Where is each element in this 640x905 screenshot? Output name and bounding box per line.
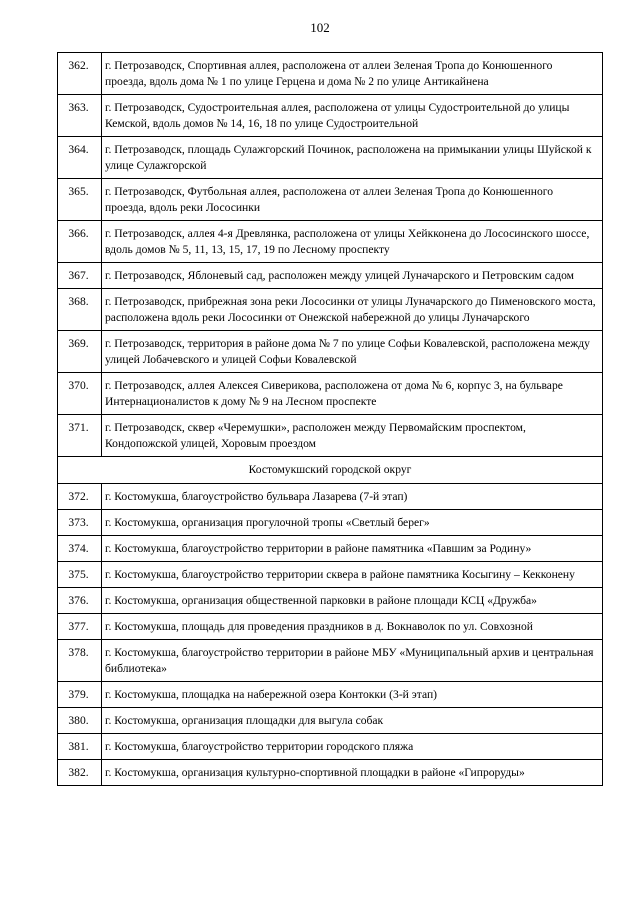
table-row bbox=[58, 640, 603, 682]
table-row bbox=[58, 415, 603, 457]
row-description: г. Петрозаводск, аллея Алексея Сиверикова, расположена от дома № 6, корпус 3, на бульваре Интернационалистов к дому № 9 на Лесном проспекте bbox=[102, 373, 603, 415]
row-number: 373. bbox=[58, 510, 102, 536]
table-row bbox=[58, 682, 603, 708]
row-description: г. Костомукша, площадь для проведения праздников в д. Вокнаволок по ул. Совхозной bbox=[102, 614, 603, 640]
row-number: 370. bbox=[58, 373, 102, 415]
row-description: г. Костомукша, организация прогулочной тропы «Светлый берег» bbox=[102, 510, 603, 536]
row-description: г. Петрозаводск, Судостроительная аллея, расположена от улицы Судостроительной до улицы Кемской, вдоль домов № 14, 16, 18 по улице Судостроительной bbox=[102, 95, 603, 137]
row-number: 363. bbox=[58, 95, 102, 137]
table-row bbox=[58, 562, 603, 588]
table-row bbox=[58, 221, 603, 263]
section-header-row bbox=[58, 457, 603, 484]
table-row bbox=[58, 760, 603, 786]
table-row bbox=[58, 734, 603, 760]
row-description: г. Петрозаводск, аллея 4-я Древлянка, расположена от улицы Хейкконена до Лососинского шоссе, вдоль домов № 5, 11, 13, 15, 17, 19 по Лесному проспекту bbox=[102, 221, 603, 263]
table-row bbox=[58, 263, 603, 289]
table-row bbox=[58, 484, 603, 510]
table-row bbox=[58, 588, 603, 614]
row-number: 372. bbox=[58, 484, 102, 510]
row-number: 371. bbox=[58, 415, 102, 457]
row-number: 379. bbox=[58, 682, 102, 708]
row-description: г. Петрозаводск, прибрежная зона реки Лососинки от улицы Луначарского до Пименовского моста, расположена вдоль реки Лососинки от Онежской набережной до улицы Луначарского bbox=[102, 289, 603, 331]
section-title: Костомукшский городской округ bbox=[58, 457, 603, 484]
row-number: 362. bbox=[58, 53, 102, 95]
row-number: 364. bbox=[58, 137, 102, 179]
row-description: г. Костомукша, организация площадки для выгула собак bbox=[102, 708, 603, 734]
row-number: 369. bbox=[58, 331, 102, 373]
row-number: 381. bbox=[58, 734, 102, 760]
table-row bbox=[58, 137, 603, 179]
table-row bbox=[58, 614, 603, 640]
row-number: 367. bbox=[58, 263, 102, 289]
row-description: г. Костомукша, благоустройство территории сквера в районе памятника Косыгину – Кекконену bbox=[102, 562, 603, 588]
row-description: г. Костомукша, площадка на набережной озера Контокки (3-й этап) bbox=[102, 682, 603, 708]
row-description: г. Костомукша, благоустройство территории в районе памятника «Павшим за Родину» bbox=[102, 536, 603, 562]
row-number: 377. bbox=[58, 614, 102, 640]
table-row bbox=[58, 331, 603, 373]
row-description: г. Петрозаводск, Спортивная аллея, расположена от аллеи Зеленая Тропа до Конюшенного проезда, вдоль дома № 1 по улице Герцена и дома № 2 по улице Антикайнена bbox=[102, 53, 603, 95]
table-row bbox=[58, 536, 603, 562]
row-description: г. Костомукша, благоустройство территории в районе МБУ «Муниципальный архив и центральная библиотека» bbox=[102, 640, 603, 682]
row-number: 365. bbox=[58, 179, 102, 221]
table-row bbox=[58, 708, 603, 734]
table-row bbox=[58, 510, 603, 536]
row-number: 380. bbox=[58, 708, 102, 734]
row-description: г. Петрозаводск, территория в районе дома № 7 по улице Софьи Ковалевской, расположена между улицей Лобачевского и улицей Софьи Ковалевской bbox=[102, 331, 603, 373]
table-row bbox=[58, 179, 603, 221]
row-number: 375. bbox=[58, 562, 102, 588]
row-description: г. Петрозаводск, площадь Сулажгорский Починок, расположена на примыкании улицы Шуйской к улице Сулажгорской bbox=[102, 137, 603, 179]
row-description: г. Костомукша, благоустройство бульвара Лазарева (7-й этап) bbox=[102, 484, 603, 510]
row-number: 368. bbox=[58, 289, 102, 331]
row-number: 376. bbox=[58, 588, 102, 614]
row-description: г. Петрозаводск, Футбольная аллея, расположена от аллеи Зеленая Тропа до Конюшенного проезда, вдоль реки Лососинки bbox=[102, 179, 603, 221]
row-description: г. Костомукша, организация культурно-спортивной площадки в районе «Гипроруды» bbox=[102, 760, 603, 786]
row-description: г. Костомукша, благоустройство территории городского пляжа bbox=[102, 734, 603, 760]
object-list-table bbox=[57, 52, 603, 786]
row-number: 382. bbox=[58, 760, 102, 786]
row-description: г. Петрозаводск, Яблоневый сад, расположен между улицей Луначарского и Петровским садом bbox=[102, 263, 603, 289]
table-row bbox=[58, 289, 603, 331]
table-row bbox=[58, 373, 603, 415]
row-number: 366. bbox=[58, 221, 102, 263]
row-description: г. Петрозаводск, сквер «Черемушки», расположен между Первомайским проспектом, Кондопожской улицей, Хоровым проездом bbox=[102, 415, 603, 457]
row-number: 378. bbox=[58, 640, 102, 682]
table-row bbox=[58, 95, 603, 137]
row-number: 374. bbox=[58, 536, 102, 562]
page-number: 102 bbox=[310, 20, 330, 35]
table-row bbox=[58, 53, 603, 95]
row-description: г. Костомукша, организация общественной парковки в районе площади КСЦ «Дружба» bbox=[102, 588, 603, 614]
